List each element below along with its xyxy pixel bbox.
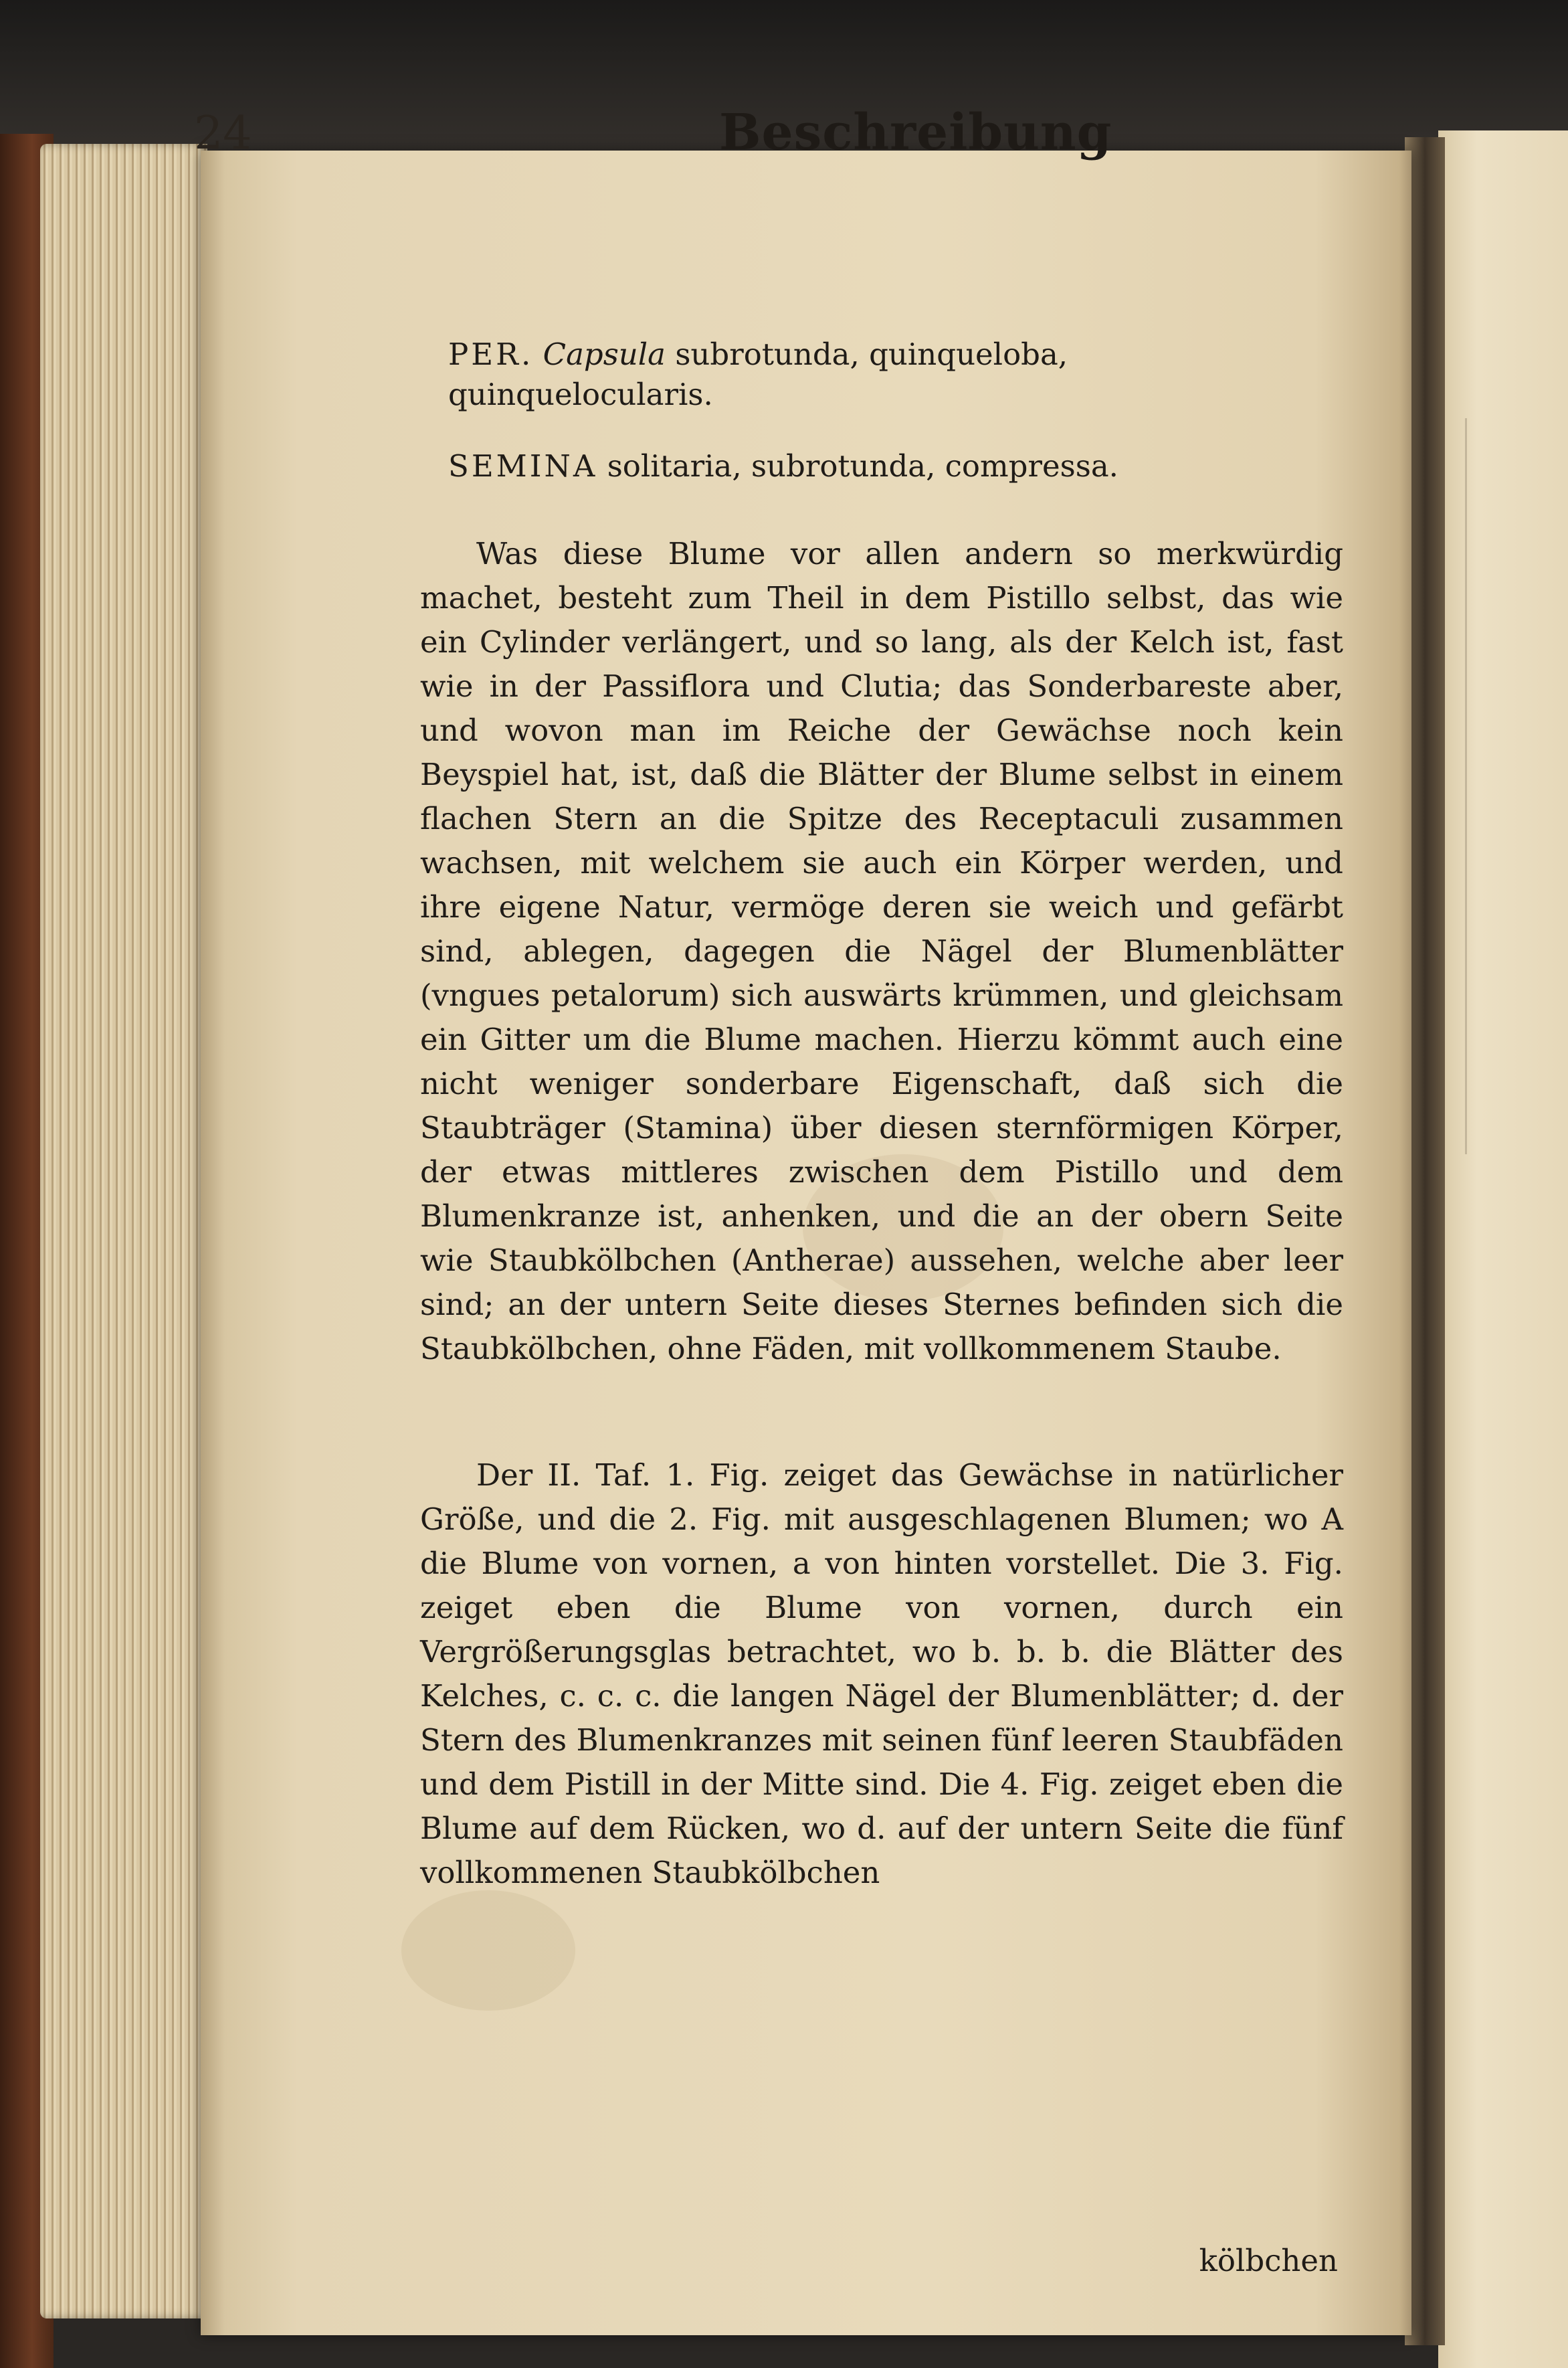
facing-page-illustration-bleed xyxy=(1465,418,1554,1154)
per-description: subrotunda, quinqueloba, quinquelocularis. xyxy=(448,337,1068,412)
running-title: Beschreibung xyxy=(719,104,1112,161)
per-label: PER. xyxy=(448,337,534,372)
facing-page xyxy=(1438,130,1568,2368)
body-paragraph-plate-explanation: Der II. Taf. 1. Fig. zeiget das Gewächse in natürlicher Größe, und die 2. Fig. mit ausgeschlagenen Blumen; wo A die Blume von vornen, a von hinten vorstellet. Die 3. Fig. zeiget eben die Blume von vornen, durch ein Vergrößerungsglas betrachtet, wo b. b. b. die Blätter des Kelches, c. c. c. die langen Nägel der Blumenblätter; d. der Stern des Blumenkranzes mit seinen fünf leeren Staubfäden und dem Pistill in der Mitte sind. Die 4. Fig. zeiget eben die Blume auf dem Rücken, wo d. auf der untern Seite die fünf vollkommenen Staubkölbchen xyxy=(420,1457,1343,1890)
semina-entry xyxy=(448,448,1338,484)
page-number: 24 xyxy=(194,107,252,160)
body-paragraph-description: Was diese Blume vor allen andern so merkwürdig machet, besteht zum Theil in dem Pistillo selbst, das wie ein Cylinder verlängert, und so lang, als der Kelch ist, fast wie in der Passiflora und Clutia; das Sonderbareste aber, und wovon man im Reiche der Gewächse noch kein Beyspiel hat, ist, daß die Blätter der Blume selbst in einem flachen Stern an die Spitze des Receptaculi zusammen wachsen, mit welchem sie auch ein Körper werden, und ihre eigene Natur, vermöge deren sie weich und gefärbt sind, ablegen, dagegen die Nägel der Blumenblätter (vngues petalorum) sich auswärts krümmen, und gleichsam ein Gitter um die Blume machen. Hierzu kömmt auch eine nicht weniger sonderbare Eigenschaft, daß sich die Staubträger (Stamina) über diesen sternförmigen Körper, der etwas mittleres zwischen dem Pistillo und dem Blumenkranze ist, anhenken, und die an der obern Seite wie Staubkölbchen (Antherae) aussehen, welche aber leer sind; an der untern Seite dieses Sternes befinden sich die Staubkölbchen, ohne Fäden, mit vollkommenem Staube. xyxy=(420,536,1343,1366)
catchword: kölbchen xyxy=(1199,2243,1338,2278)
semina-label: SEMINA xyxy=(448,448,598,484)
semina-description: solitaria, subrotunda, compressa. xyxy=(607,448,1118,484)
pericarpium-entry xyxy=(448,335,1338,415)
per-italic-term: Capsula xyxy=(543,337,666,372)
page-stack-edge xyxy=(40,144,207,2318)
paper-stain xyxy=(401,1890,575,2011)
